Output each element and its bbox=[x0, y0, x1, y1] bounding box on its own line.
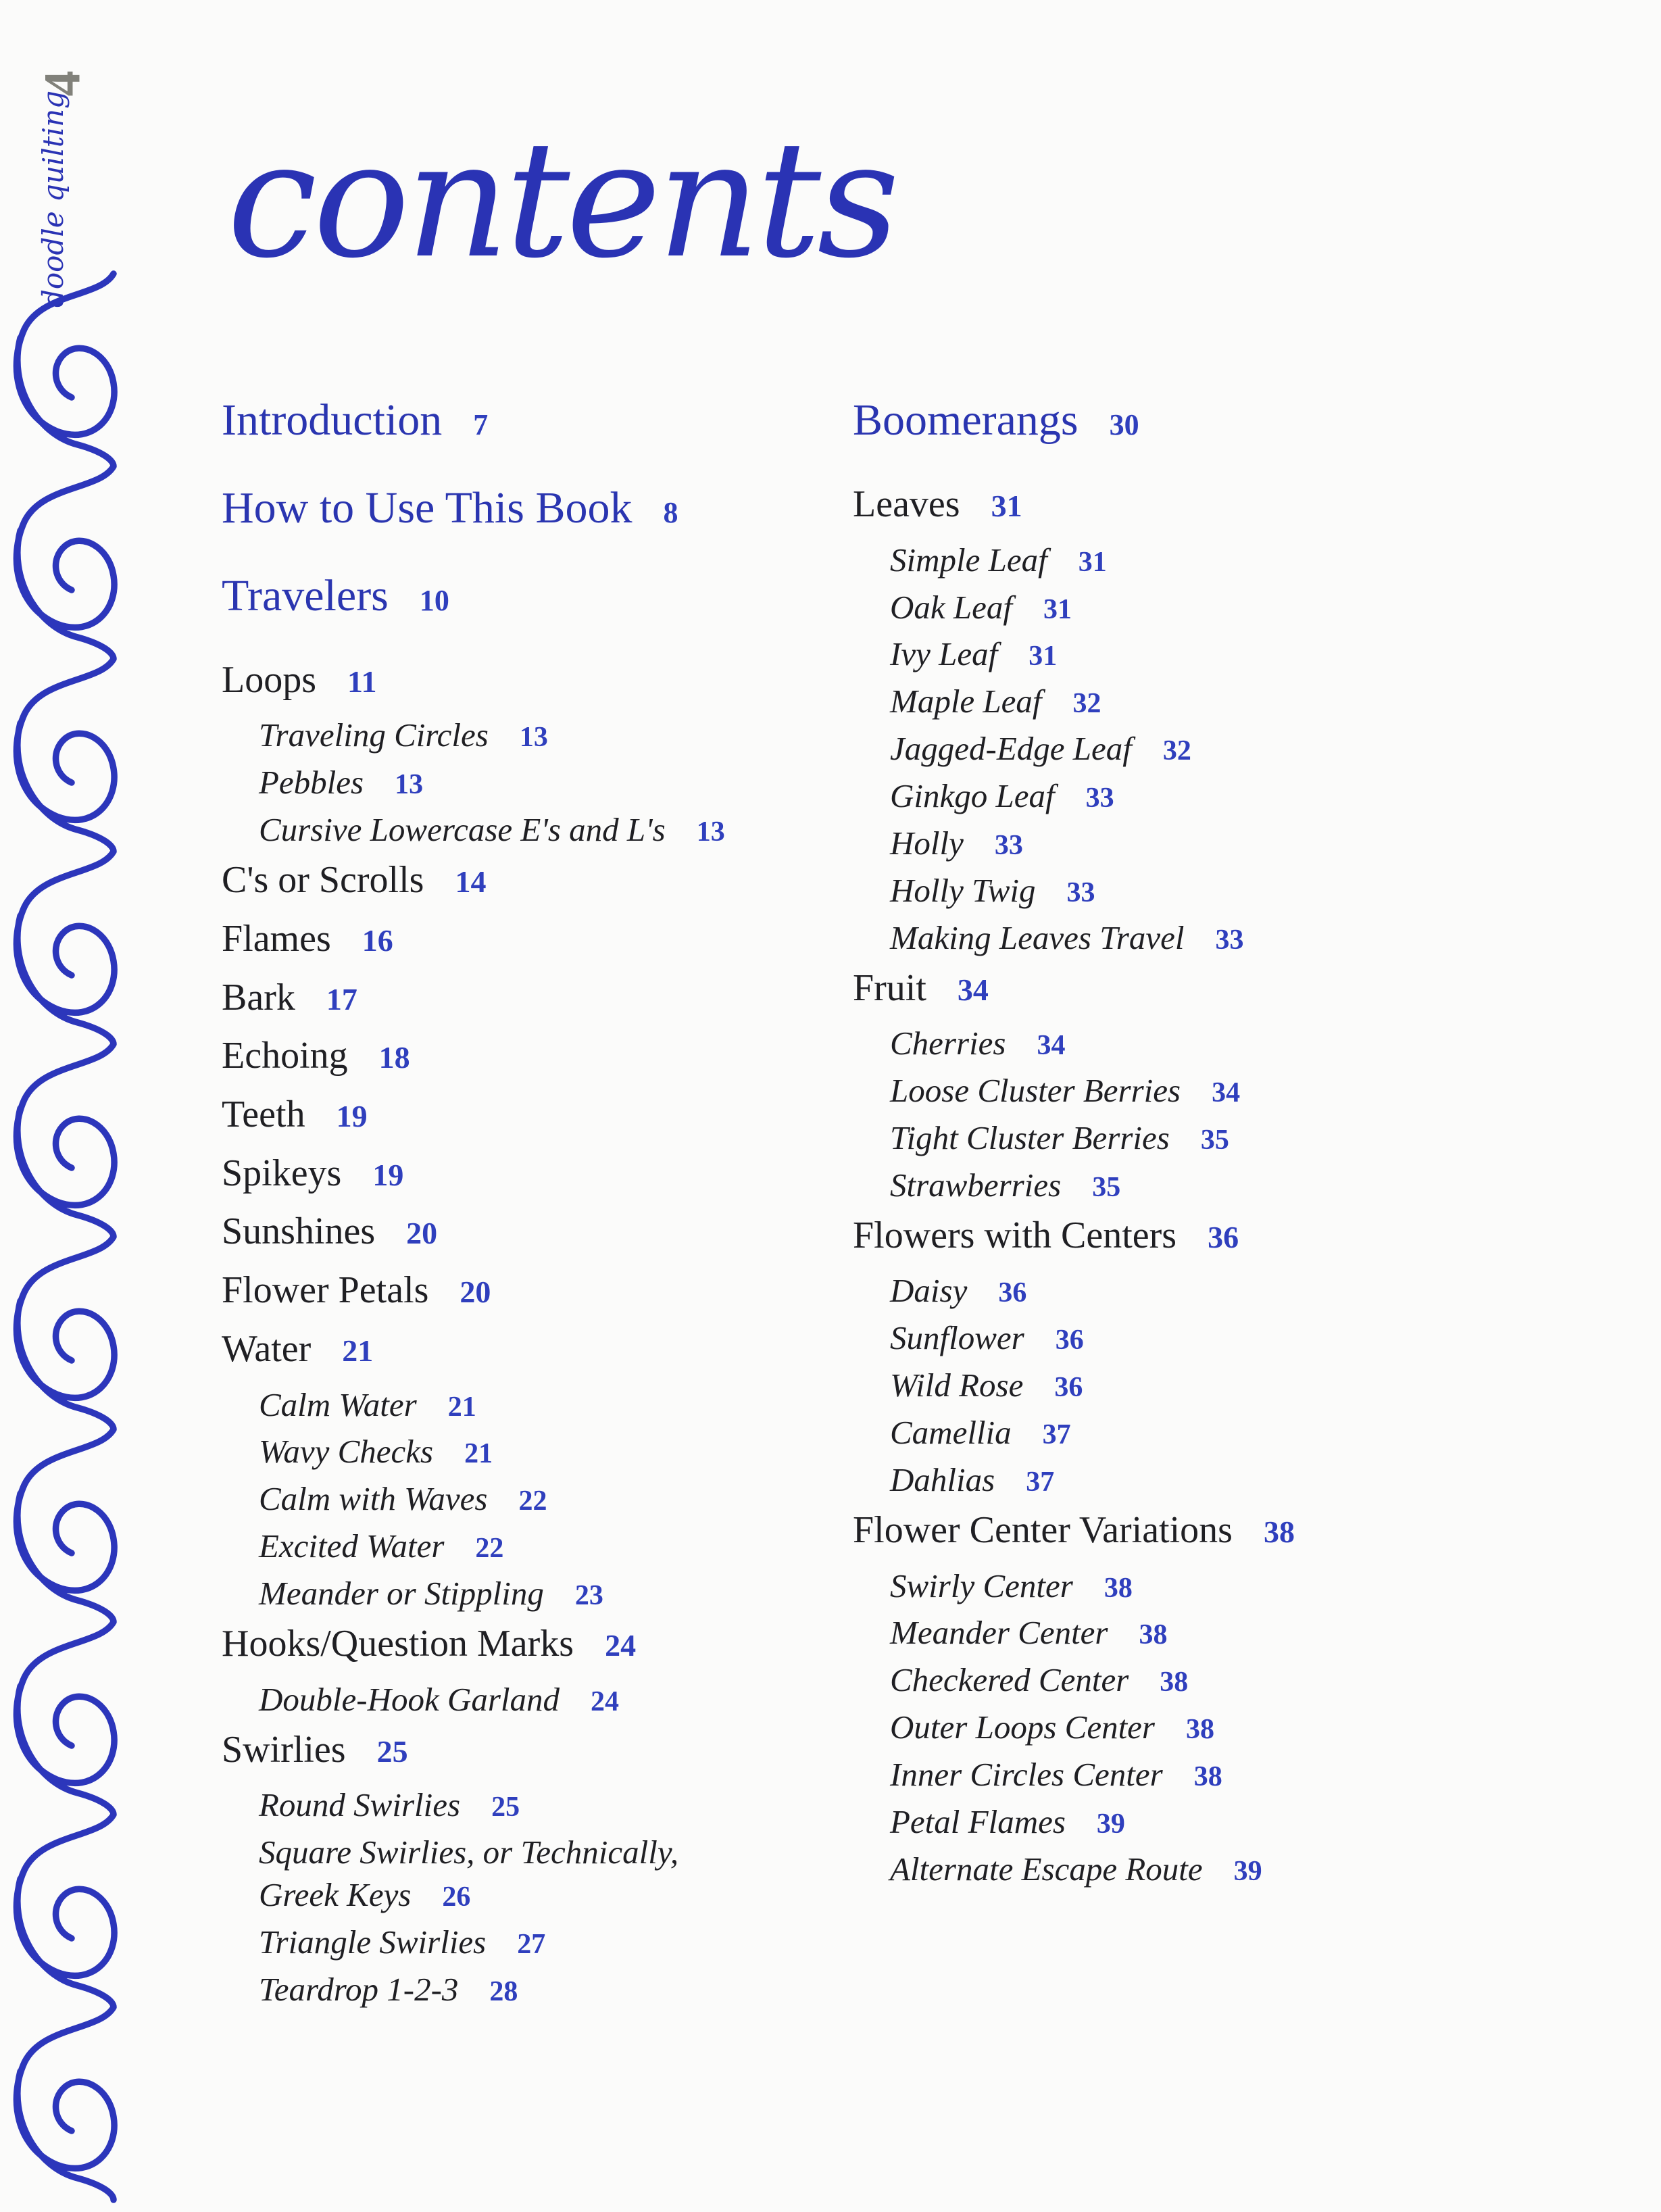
toc-entry-label: Hooks/Question Marks bbox=[222, 1622, 574, 1665]
toc-entry-page-number: 24 bbox=[591, 1686, 620, 1717]
toc-entry bbox=[222, 812, 823, 849]
toc-entry-label: Ginkgo Leaf bbox=[890, 777, 1055, 814]
toc-entry bbox=[222, 859, 823, 902]
toc-entry-label: Greek Keys bbox=[259, 1875, 412, 1913]
toc-column-left bbox=[222, 395, 823, 2019]
toc-entry-label: Traveling Circles bbox=[259, 716, 489, 754]
toc-entry-label: Pebbles bbox=[259, 764, 364, 802]
toc-entry-label: Introduction bbox=[222, 395, 443, 445]
toc-entry bbox=[853, 778, 1643, 815]
toc-entry bbox=[222, 659, 823, 702]
toc-entry-label: Dahlias bbox=[890, 1460, 995, 1498]
toc-entry-label: Echoing bbox=[222, 1035, 348, 1077]
toc-entry-page-number: 37 bbox=[1026, 1466, 1055, 1498]
toc-entry-label: Loops bbox=[222, 658, 316, 701]
toc-entry-label: Double-Hook Garland bbox=[259, 1680, 560, 1718]
toc-entry-page-number: 21 bbox=[464, 1438, 493, 1470]
toc-entry bbox=[853, 1709, 1643, 1746]
toc-entry-page-number: 35 bbox=[1200, 1124, 1229, 1156]
toc-entry-page-number: 25 bbox=[491, 1792, 520, 1823]
toc-entry bbox=[853, 395, 1643, 445]
toc-entry-page-number: 31 bbox=[1043, 593, 1072, 625]
toc-entry bbox=[853, 1120, 1643, 1157]
toc-entry bbox=[853, 483, 1643, 526]
toc-entry-page-number: 33 bbox=[1215, 924, 1244, 956]
toc-entry bbox=[853, 1804, 1643, 1841]
toc-entry-label: Leaves bbox=[853, 483, 960, 525]
toc-entry-label: Holly bbox=[890, 824, 964, 862]
toc-entry-page-number: 39 bbox=[1096, 1808, 1125, 1840]
toc-entry-page-number: 33 bbox=[1066, 877, 1095, 908]
toc-entry-page-number: 39 bbox=[1233, 1855, 1262, 1887]
toc-entry-label: Wild Rose bbox=[890, 1367, 1024, 1404]
toc-entry-page-number: 36 bbox=[998, 1277, 1027, 1309]
toc-entry-page-number: 16 bbox=[362, 923, 393, 958]
toc-entry-label: Tight Cluster Berries bbox=[890, 1119, 1170, 1156]
toc-entry bbox=[853, 1509, 1643, 1552]
page-title: contents bbox=[227, 107, 896, 294]
toc-entry bbox=[853, 683, 1643, 720]
toc-entry-page-number: 28 bbox=[489, 1975, 518, 2007]
toc-entry bbox=[222, 1971, 823, 2009]
toc-entry bbox=[222, 571, 823, 621]
toc-entry bbox=[853, 1851, 1643, 1888]
toc-entry bbox=[222, 717, 823, 754]
toc-entry-label: Travelers bbox=[222, 570, 389, 620]
toc-entry-page-number: 34 bbox=[1212, 1077, 1241, 1109]
toc-entry-page-number: 32 bbox=[1072, 688, 1101, 720]
toc-entry bbox=[222, 1681, 823, 1719]
toc-entry-label: Maple Leaf bbox=[890, 683, 1042, 720]
toc-entry-page-number: 20 bbox=[406, 1216, 438, 1251]
toc-entry-label: Teardrop 1-2-3 bbox=[259, 1970, 459, 2008]
toc-entry-page-number: 19 bbox=[336, 1098, 368, 1133]
swirl-chain-path bbox=[16, 274, 114, 2200]
toc-entry-page-number: 11 bbox=[347, 664, 377, 699]
toc-entry bbox=[222, 395, 823, 445]
toc-entry-label: Fruit bbox=[853, 966, 926, 1009]
toc-entry-page-number: 35 bbox=[1092, 1171, 1121, 1203]
toc-entry bbox=[222, 1210, 823, 1253]
toc-entry bbox=[853, 825, 1643, 862]
toc-entry-page-number: 20 bbox=[460, 1275, 491, 1310]
toc-entry bbox=[222, 1623, 823, 1665]
toc-entry-label: Swirlies bbox=[222, 1728, 346, 1771]
toc-entry bbox=[853, 1214, 1643, 1257]
toc-entry-page-number: 18 bbox=[378, 1040, 410, 1075]
toc-entry bbox=[853, 1462, 1643, 1499]
toc-entry-page-number: 36 bbox=[1054, 1372, 1083, 1404]
toc-entry-label: Petal Flames bbox=[890, 1802, 1066, 1840]
toc-entry bbox=[853, 1167, 1643, 1204]
toc-entry-page-number: 37 bbox=[1042, 1419, 1071, 1451]
toc-entry-page-number: 13 bbox=[395, 769, 424, 801]
toc-entry-page-number: 27 bbox=[517, 1928, 546, 1960]
toc-entry-label: Flames bbox=[222, 917, 331, 960]
toc-entry-page-number: 38 bbox=[1160, 1667, 1189, 1698]
toc-entry-page-number: 31 bbox=[1028, 641, 1058, 672]
toc-entry-page-number: 10 bbox=[419, 583, 449, 617]
toc-entry-label: Spikeys bbox=[222, 1152, 342, 1194]
toc-entry bbox=[222, 1528, 823, 1565]
toc-entry bbox=[853, 731, 1643, 768]
swirl-border-decoration bbox=[0, 0, 142, 2212]
toc-entry-page-number: 34 bbox=[1037, 1030, 1066, 1062]
toc-entry-label: Water bbox=[222, 1327, 312, 1370]
toc-entry-page-number: 14 bbox=[455, 864, 487, 900]
toc-entry-page-number: 38 bbox=[1139, 1619, 1168, 1651]
toc-entry bbox=[853, 1662, 1643, 1699]
toc-entry-label: Sunflower bbox=[890, 1319, 1024, 1357]
toc-entry-label: Flower Center Variations bbox=[853, 1508, 1233, 1551]
toc-entry-page-number: 36 bbox=[1208, 1219, 1239, 1254]
toc-entry-label: Wavy Checks bbox=[259, 1433, 434, 1471]
toc-entry bbox=[853, 1273, 1643, 1310]
toc-entry-label: Strawberries bbox=[890, 1166, 1062, 1204]
toc-entry-page-number: 13 bbox=[696, 816, 725, 848]
toc-entry-label: Meander Center bbox=[890, 1614, 1108, 1652]
toc-entry-page-number: 36 bbox=[1055, 1325, 1084, 1356]
toc-entry-page-number: 8 bbox=[663, 495, 678, 529]
toc-entry-label: Loose Cluster Berries bbox=[890, 1072, 1181, 1110]
toc-entry-label: Making Leaves Travel bbox=[890, 918, 1185, 956]
toc-entry-page-number: 21 bbox=[342, 1333, 374, 1368]
toc-entry bbox=[853, 1073, 1643, 1110]
toc-entry-label: Camellia bbox=[890, 1414, 1012, 1452]
page-number-folio: 4 bbox=[34, 70, 91, 97]
toc-entry-page-number: 33 bbox=[994, 829, 1023, 861]
toc-entry-page-number: 31 bbox=[991, 488, 1022, 523]
toc-entry-label: Triangle Swirlies bbox=[259, 1923, 487, 1961]
toc-entry-page-number: 33 bbox=[1085, 783, 1114, 814]
toc-entry bbox=[222, 918, 823, 960]
toc-entry bbox=[853, 872, 1643, 910]
toc-entry-label: Jagged-Edge Leaf bbox=[890, 730, 1132, 768]
toc-entry-page-number: 34 bbox=[957, 972, 989, 1007]
toc-entry-label: Oak Leaf bbox=[890, 588, 1012, 626]
toc-entry bbox=[222, 1481, 823, 1518]
toc-entry-page-number: 22 bbox=[475, 1533, 504, 1565]
toc-entry bbox=[853, 1367, 1643, 1404]
toc-entry-label: Teeth bbox=[222, 1093, 305, 1135]
toc-entry-label: Swirly Center bbox=[890, 1567, 1073, 1604]
toc-entry-page-number: 38 bbox=[1193, 1761, 1222, 1793]
toc-entry-label: Meander or Stippling bbox=[259, 1575, 544, 1613]
toc-entry-label: Checkered Center bbox=[890, 1661, 1129, 1699]
toc-entry bbox=[853, 589, 1643, 626]
toc-entry-label: Sunshines bbox=[222, 1210, 376, 1253]
toc-column-right bbox=[853, 395, 1643, 1898]
toc-entry bbox=[222, 764, 823, 802]
toc-entry-page-number: 38 bbox=[1263, 1514, 1295, 1549]
toc-entry bbox=[222, 1328, 823, 1371]
toc-entry-label: Boomerangs bbox=[853, 395, 1079, 445]
toc-entry bbox=[853, 1568, 1643, 1605]
toc-entry-page-number: 7 bbox=[473, 408, 489, 441]
toc-entry-label: Calm Water bbox=[259, 1385, 417, 1423]
toc-entry bbox=[853, 542, 1643, 579]
toc-entry-page-number: 23 bbox=[574, 1580, 603, 1612]
toc-entry bbox=[222, 1834, 823, 1914]
toc-entry-label: Bark bbox=[222, 976, 295, 1018]
toc-entry-page-number: 31 bbox=[1078, 546, 1107, 578]
toc-entry-label: Holly Twig bbox=[890, 871, 1036, 909]
toc-entry-label: Flower Petals bbox=[222, 1269, 429, 1312]
toc-entry bbox=[222, 1093, 823, 1136]
toc-entry-page-number: 21 bbox=[447, 1391, 476, 1423]
toc-entry-page-number: 38 bbox=[1186, 1714, 1214, 1746]
toc-entry-page-number: 26 bbox=[442, 1881, 471, 1913]
toc-entry-page-number: 25 bbox=[376, 1734, 408, 1769]
toc-entry-label: Ivy Leaf bbox=[890, 635, 998, 673]
toc-entry bbox=[222, 1787, 823, 1824]
toc-entry bbox=[222, 1924, 823, 1961]
toc-entry-label: Simple Leaf bbox=[890, 541, 1047, 579]
toc-entry bbox=[222, 1433, 823, 1471]
toc-entry-label: Flowers with Centers bbox=[853, 1214, 1177, 1256]
toc-entry bbox=[853, 1025, 1643, 1062]
toc-entry-page-number: 13 bbox=[519, 722, 548, 754]
toc-entry-label: Alternate Escape Route bbox=[890, 1850, 1203, 1888]
toc-entry-label: Inner Circles Center bbox=[890, 1756, 1163, 1794]
toc-entry-page-number: 24 bbox=[605, 1627, 637, 1663]
toc-entry-label: Outer Loops Center bbox=[890, 1709, 1155, 1746]
toc-entry bbox=[222, 1035, 823, 1077]
toc-entry bbox=[853, 1615, 1643, 1652]
toc-entry bbox=[222, 1387, 823, 1424]
toc-entry-page-number: 22 bbox=[518, 1485, 547, 1517]
toc-entry-label: Cursive Lowercase E's and L's bbox=[259, 811, 666, 849]
toc-entry-page-number: 32 bbox=[1162, 735, 1191, 767]
toc-entry bbox=[853, 920, 1643, 957]
toc-entry bbox=[222, 1152, 823, 1195]
toc-entry-label: Calm with Waves bbox=[259, 1480, 488, 1518]
toc-entry-label: How to Use This Book bbox=[222, 483, 633, 533]
toc-entry-label: Cherries bbox=[890, 1025, 1006, 1062]
toc-entry bbox=[222, 1575, 823, 1613]
book-title-sidebar: doodle quilting bbox=[36, 90, 70, 308]
toc-entry-page-number: 17 bbox=[326, 981, 357, 1016]
toc-entry bbox=[222, 1269, 823, 1312]
toc-entry bbox=[853, 1756, 1643, 1794]
toc-entry-label: Excited Water bbox=[259, 1527, 445, 1565]
toc-entry bbox=[222, 483, 823, 533]
toc-entry bbox=[222, 977, 823, 1019]
toc-entry bbox=[853, 1320, 1643, 1357]
toc-entry bbox=[853, 636, 1643, 673]
toc-entry bbox=[222, 1729, 823, 1771]
toc-entry-label: C's or Scrolls bbox=[222, 859, 424, 902]
toc-entry-label: Square Swirlies, or Technically, bbox=[259, 1834, 679, 1871]
toc-entry bbox=[853, 967, 1643, 1010]
toc-entry-page-number: 30 bbox=[1109, 408, 1139, 441]
toc-entry-label: Round Swirlies bbox=[259, 1786, 461, 1824]
toc-entry-page-number: 38 bbox=[1104, 1572, 1133, 1604]
toc-entry bbox=[853, 1415, 1643, 1452]
toc-entry-label: Daisy bbox=[890, 1272, 968, 1310]
toc-entry-page-number: 19 bbox=[372, 1157, 404, 1192]
